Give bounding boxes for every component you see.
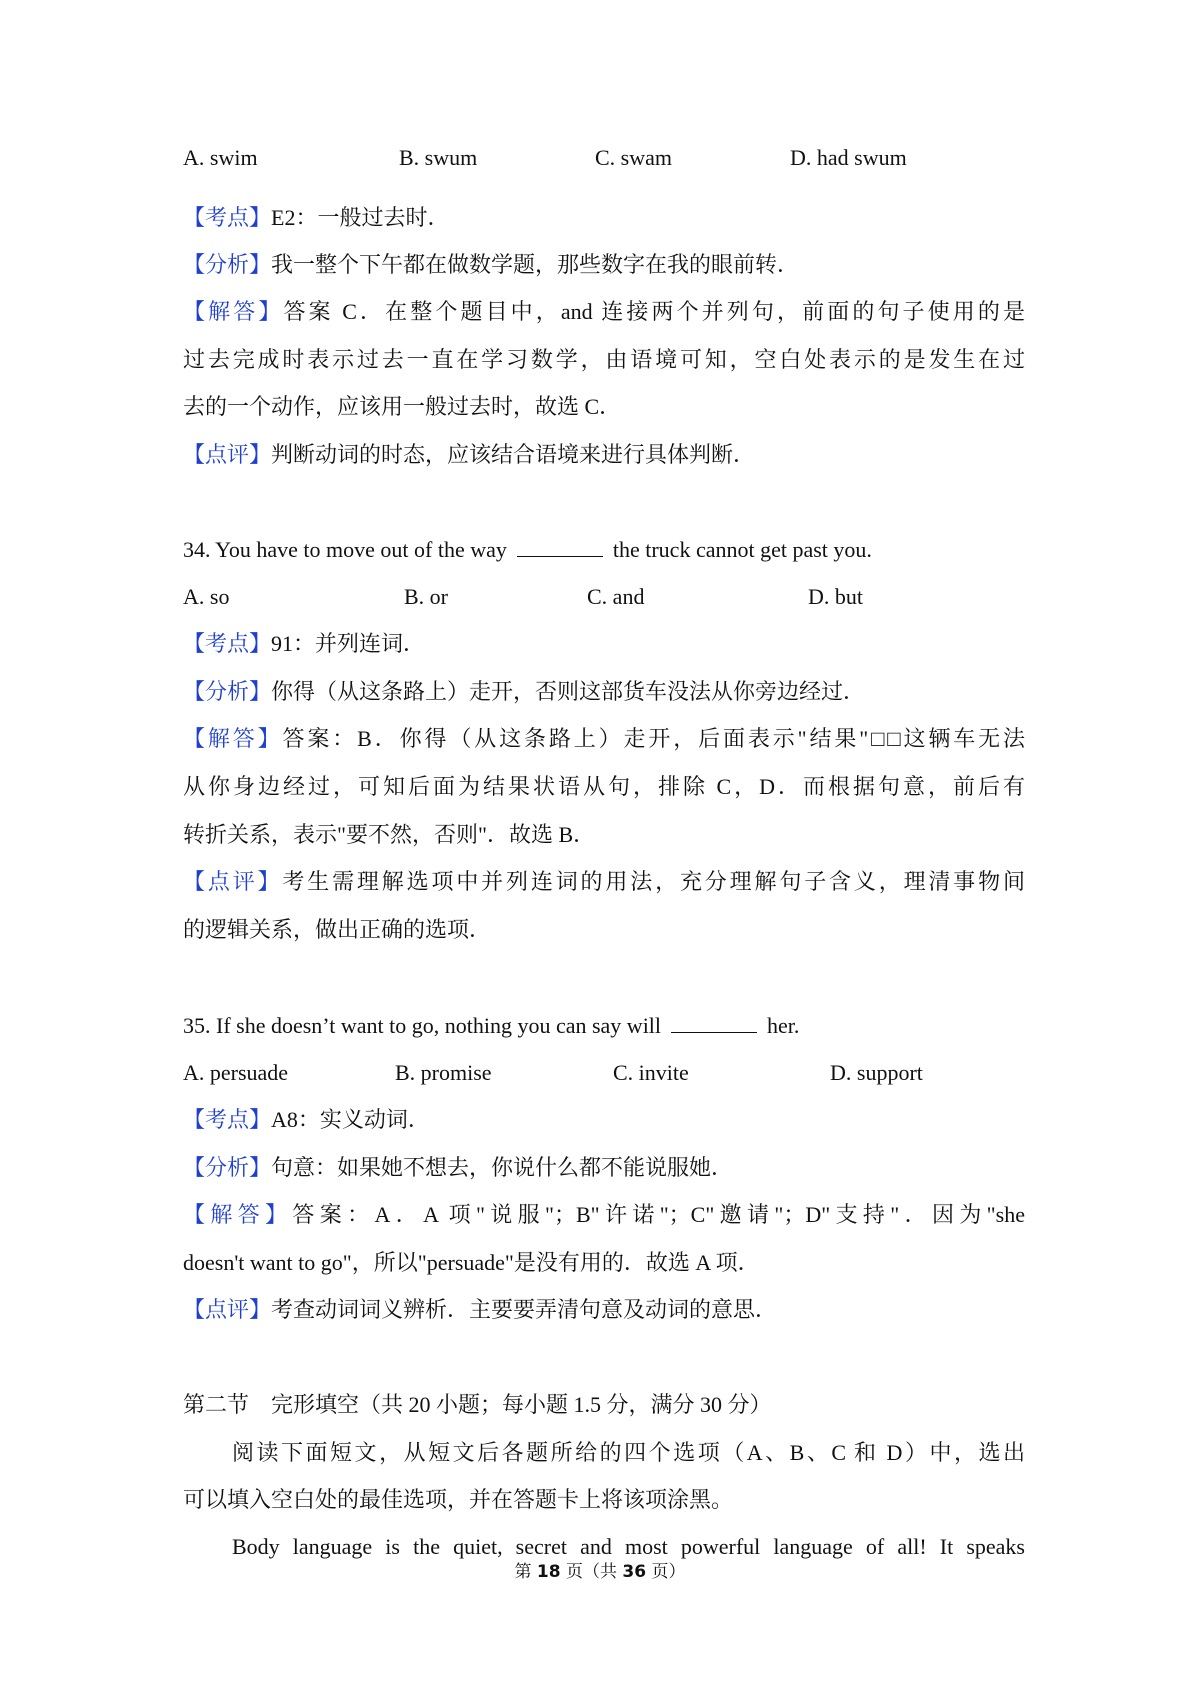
fenxi-tag: 【分析】 xyxy=(183,252,272,277)
footer-prefix: 第 xyxy=(514,1562,537,1582)
jieda-tag: 【解答】 xyxy=(183,299,284,324)
q35-kaodian xyxy=(183,1105,1025,1135)
section-heading: 第二节 完形填空（共 20 小题；每小题 1.5 分，满分 30 分） xyxy=(183,1392,772,1417)
fenxi-text: 句意：如果她不想去，你说什么都不能说服她． xyxy=(271,1155,734,1180)
dianping-text: 考生需理解选项中并列连词的用法，充分理解句子含义，理清事物间 xyxy=(282,869,1025,894)
dianping-tag: 【点评】 xyxy=(183,1297,272,1322)
fenxi-tag: 【分析】 xyxy=(183,1155,272,1180)
footer-total-pages: 36 xyxy=(622,1562,647,1582)
q34-jieda-line-1 xyxy=(183,724,1025,754)
q34-dianping-line-2: 的逻辑关系，做出正确的选项． xyxy=(183,917,492,942)
q34-option-b: B. or xyxy=(404,584,448,609)
q34-stem-after: the truck cannot get past you. xyxy=(612,537,872,562)
q33-option-c: C. swam xyxy=(595,145,672,170)
footer-page-number: 18 xyxy=(536,1562,561,1582)
q35-fenxi xyxy=(183,1153,1025,1183)
dianping-tag: 【点评】 xyxy=(183,869,283,894)
kaodian-tag: 【考点】 xyxy=(183,631,272,656)
dianping-text: 考查动词词义辨析．主要要弄清句意及动词的意思． xyxy=(271,1297,778,1322)
kaodian-text: 91：并列连词． xyxy=(271,631,426,656)
q35-stem xyxy=(183,1010,1025,1041)
q33-option-b: B. swum xyxy=(399,145,478,170)
q33-kaodian xyxy=(183,203,1025,233)
section-instruction-line-2: 可以填入空白处的最佳选项，并在答题卡上将该项涂黑。 xyxy=(183,1487,734,1512)
q34-blank xyxy=(517,534,603,557)
q34-stem-before: 34. You have to move out of the way xyxy=(183,537,507,562)
fenxi-text: 你得（从这条路上）走开，否则这部货车没法从你旁边经过． xyxy=(271,679,866,704)
jieda-text: 答案：A．A 项"说服"；B"许诺"；C"邀请"；D"支持"．因为"she xyxy=(292,1202,1025,1227)
footer-middle: 页（共 xyxy=(560,1562,623,1582)
q35-stem-before: 35. If she doesn’t want to go, nothing you can say will xyxy=(183,1013,662,1038)
q35-option-a: A. persuade xyxy=(183,1060,289,1085)
q35-blank xyxy=(671,1010,757,1033)
q34-fenxi xyxy=(183,677,1025,707)
q34-dianping-line-1 xyxy=(183,867,1025,897)
dianping-tag: 【点评】 xyxy=(183,442,272,467)
q35-option-c: C. invite xyxy=(613,1060,689,1085)
q34-option-d: D. but xyxy=(808,584,863,609)
q33-option-a: A. swim xyxy=(183,145,258,170)
footer-suffix: 页） xyxy=(646,1562,686,1582)
kaodian-tag: 【考点】 xyxy=(183,1107,272,1132)
q35-option-b: B. promise xyxy=(395,1060,492,1085)
jieda-tag: 【解答】 xyxy=(183,726,283,751)
q34-kaodian xyxy=(183,629,1025,659)
fenxi-tag: 【分析】 xyxy=(183,679,272,704)
jieda-tag: 【解答】 xyxy=(183,1202,293,1227)
q34-jieda-line-3: 转折关系，表示"要不然，否则"．故选 B． xyxy=(183,822,596,847)
q33-fenxi xyxy=(183,250,1025,280)
jieda-text: 答案：B．你得（从这条路上）走开，后面表示"结果"□□这辆车无法 xyxy=(282,726,1025,751)
q35-jieda-line-1 xyxy=(183,1200,1025,1230)
page-footer xyxy=(0,1561,1200,1583)
q35-stem-after: her. xyxy=(767,1013,800,1038)
kaodian-tag: 【考点】 xyxy=(183,205,272,230)
kaodian-text: A8：实义动词． xyxy=(271,1107,430,1132)
kaodian-text: E2：一般过去时． xyxy=(271,205,450,230)
passage-first-line: Body language is the quiet, secret and most powerful language of all! It speaks xyxy=(232,1534,1025,1559)
fenxi-text: 我一整个下午都在做数学题，那些数字在我的眼前转． xyxy=(271,252,800,277)
q33-jieda-line-2: 过去完成时表示过去一直在学习数学，由语境可知，空白处表示的是发生在过 xyxy=(183,347,1025,372)
dianping-text: 判断动词的时态，应该结合语境来进行具体判断． xyxy=(271,442,756,467)
section-instruction-line-1: 阅读下面短文，从短文后各题所给的四个选项（A、B、C 和 D）中，选出 xyxy=(232,1440,1025,1465)
q34-stem xyxy=(183,534,1025,565)
q34-option-a: A. so xyxy=(183,584,230,609)
q33-jieda-line-1 xyxy=(183,297,1025,327)
q35-option-d: D. support xyxy=(830,1060,923,1085)
q34-option-c: C. and xyxy=(587,584,645,609)
q33-option-d: D. had swum xyxy=(790,145,907,170)
q33-dianping xyxy=(183,440,1025,470)
q34-jieda-line-2: 从你身边经过，可知后面为结果状语从句，排除 C，D．而根据句意，前后有 xyxy=(183,774,1025,799)
q33-jieda-line-3: 去的一个动作，应该用一般过去时，故选 C． xyxy=(183,394,622,419)
q35-dianping xyxy=(183,1295,1025,1325)
jieda-text: 答案 C．在整个题目中，and 连接两个并列句，前面的句子使用的是 xyxy=(283,299,1025,324)
q35-jieda-line-2: doesn't want to go"，所以"persuade"是没有用的．故选 A 项． xyxy=(183,1250,760,1275)
